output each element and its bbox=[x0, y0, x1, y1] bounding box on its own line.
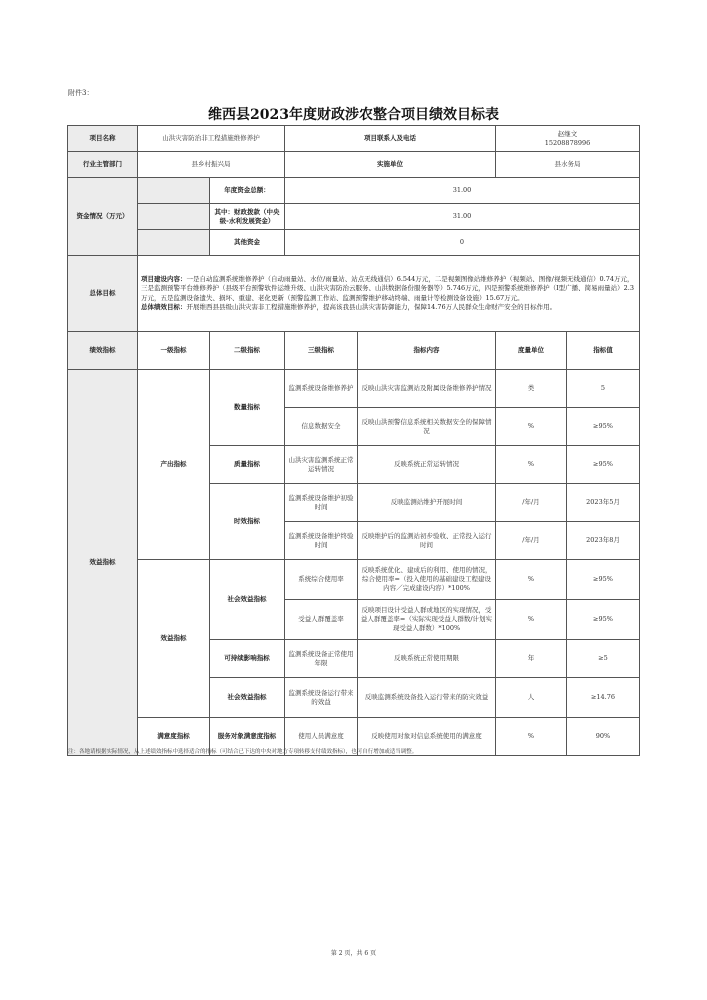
project-contact-value bbox=[496, 126, 640, 152]
header-level3: 三级指标 bbox=[285, 332, 358, 370]
table-row: 2023年5月 bbox=[567, 484, 640, 522]
table-row: 系统综合使用率 bbox=[285, 560, 358, 600]
table-row: 信息数据安全 bbox=[285, 408, 358, 446]
quantity-indicator-label: 数量指标 bbox=[210, 370, 285, 446]
table-row: 反映监测系统设备投入运行带来的防灾效益 bbox=[358, 678, 496, 718]
header-perf: 绩效指标 bbox=[68, 332, 138, 370]
table-row: 反映山洪灾害监测站及附属设备维修养护情况 bbox=[358, 370, 496, 408]
funds-spacer-2 bbox=[138, 204, 210, 230]
contact-phone: 15208878996 bbox=[544, 138, 591, 147]
table-row: 反映项目设计受益人群或地区的实现情况，受益人群覆盖率=（实际实现受益人群数/计划实现受益人群数）*100% bbox=[358, 600, 496, 640]
table-row: 反映使用对象对信息系统使用的满意度 bbox=[358, 718, 496, 756]
header-content: 指标内容 bbox=[358, 332, 496, 370]
sustain-indicator-label: 可持续影响指标 bbox=[210, 640, 285, 678]
table-row: % bbox=[496, 446, 567, 484]
funds-fiscal-label: 其中：财政拨款（中央级-水利发展资金） bbox=[210, 204, 285, 230]
footnote: 注：各地请根据实际情况，从上述绩效指标中选择适合的指标（可结合已下达的中央对地方专项转移支付绩效指标），也可自行增加或适当调整。 bbox=[68, 749, 418, 755]
table-row: 山洪灾害监测系统正常运转情况 bbox=[285, 446, 358, 484]
table-row: 反映系统优化、建成后的利用、使用的情况，综合使用率=（投入使用的基础建设工程建设内容／完成建设内容）*100% bbox=[358, 560, 496, 600]
service-satisfaction-label: 服务对象满意度指标 bbox=[210, 718, 285, 756]
unit-label: 实施单位 bbox=[285, 152, 496, 178]
funds-other-value: 0 bbox=[285, 230, 640, 256]
table-row: ≥14.76 bbox=[567, 678, 640, 718]
quality-indicator-label: 质量指标 bbox=[210, 446, 285, 484]
unit-value: 县水务局 bbox=[496, 152, 640, 178]
funds-label: 资金情况（万元） bbox=[68, 178, 138, 256]
funds-other-label: 其他资金 bbox=[210, 230, 285, 256]
table-row: /年/月 bbox=[496, 484, 567, 522]
table-row: 使用人员满意度 bbox=[285, 718, 358, 756]
time-indicator-label: 时效指标 bbox=[210, 484, 285, 560]
table-row: 监测系统设备维护初验时间 bbox=[285, 484, 358, 522]
table-row: 受益人群覆盖率 bbox=[285, 600, 358, 640]
satisfaction-indicator-label: 满意度指标 bbox=[138, 718, 210, 756]
header-unit: 度量单位 bbox=[496, 332, 567, 370]
table-row: % bbox=[496, 600, 567, 640]
output-indicator-label: 产出指标 bbox=[138, 370, 210, 560]
header-level2: 二级指标 bbox=[210, 332, 285, 370]
table-row: 反映系统正常使用期限 bbox=[358, 640, 496, 678]
table-row: /年/月 bbox=[496, 522, 567, 560]
goal-perf-heading: 总体绩效目标： bbox=[141, 302, 187, 311]
table-row: 反映山洪预警信息系统相关数据安全的保障情况 bbox=[358, 408, 496, 446]
table-row: 年 bbox=[496, 640, 567, 678]
perf-indicator-label: 效益指标 bbox=[68, 370, 138, 756]
table-row: ≥5 bbox=[567, 640, 640, 678]
table-row: 监测系统设备正常使用年限 bbox=[285, 640, 358, 678]
project-contact-label: 项目联系人及电话 bbox=[285, 126, 496, 152]
funds-fiscal-value: 31.00 bbox=[285, 204, 640, 230]
project-name-value: 山洪灾害防治非工程措施维修养护 bbox=[138, 126, 285, 152]
table-row: % bbox=[496, 560, 567, 600]
contact-name: 赵继文 bbox=[557, 129, 578, 138]
social-benefit-label-2: 社会效益指标 bbox=[210, 678, 285, 718]
page-title: 维西县2023年度财政涉农整合项目绩效目标表 bbox=[208, 107, 499, 123]
table-row: % bbox=[496, 718, 567, 756]
table-row: 人 bbox=[496, 678, 567, 718]
dept-label: 行业主管部门 bbox=[68, 152, 138, 178]
goal-perf-text: 开展维西县县级山洪灾害非工程措施维修养护，提高该我县山洪灾害防御能力，保障14.76万人民群众生命财产安全的目标作用。 bbox=[186, 302, 557, 311]
table-row: 5 bbox=[567, 370, 640, 408]
table-row: 类 bbox=[496, 370, 567, 408]
table-row: 反映系统正常运转情况 bbox=[358, 446, 496, 484]
goal-content-heading: 项目建设内容： bbox=[141, 274, 187, 283]
project-name-label: 项目名称 bbox=[68, 126, 138, 152]
performance-goal-table bbox=[67, 125, 640, 756]
funds-spacer-3 bbox=[138, 230, 210, 256]
goal-content-text: 一是自动监测系统维修养护（自动雨量站、水位/雨量站、站点无线通信）6.544万元，二是视频图像站维修养护（视频站、图像/视频无线通信）0.74万元，三是监测预警平台维修养护（县级平台预警软件运维升级、山洪灾害防治云服务、山洪数据备份服务器等）5.746万元，四是预警系统维修养护（Ⅰ型广播、简易雨量站）2.3万元，五是监测设备遗失、损坏、重建、老化更新（预警监测工作站、监测预警维护移动终端、雨量计等检测设备设施）15.67万元。 bbox=[141, 274, 635, 302]
table-row: 2023年8月 bbox=[567, 522, 640, 560]
table-row: 监测系统设备运行带来的效益 bbox=[285, 678, 358, 718]
dept-value: 县乡村振兴局 bbox=[138, 152, 285, 178]
table-row: ≥95% bbox=[567, 446, 640, 484]
table-row: % bbox=[496, 408, 567, 446]
table-row: 监测系统设备维护终验时间 bbox=[285, 522, 358, 560]
header-value: 指标值 bbox=[567, 332, 640, 370]
table-row: 90% bbox=[567, 718, 640, 756]
table-row: 监测系统设备维修养护 bbox=[285, 370, 358, 408]
table-row: ≥95% bbox=[567, 600, 640, 640]
table-row: ≥95% bbox=[567, 560, 640, 600]
table-row: 反映维护后的监测站初步验收、正常投入运行时间 bbox=[358, 522, 496, 560]
goal-label: 总体目标 bbox=[68, 256, 138, 332]
social-benefit-label: 社会效益指标 bbox=[210, 560, 285, 640]
table-row: 反映监测站维护开展时间 bbox=[358, 484, 496, 522]
table-row: ≥95% bbox=[567, 408, 640, 446]
funds-total-value: 31.00 bbox=[285, 178, 640, 204]
benefit-indicator-label: 效益指标 bbox=[138, 560, 210, 718]
page-footer: 第 2 页，共 6 页 bbox=[330, 950, 377, 957]
funds-total-label: 年度资金总额： bbox=[210, 178, 285, 204]
header-level1: 一级指标 bbox=[138, 332, 210, 370]
attachment-label: 附件3： bbox=[68, 89, 94, 97]
funds-spacer-1 bbox=[138, 178, 210, 204]
goal-content bbox=[138, 256, 640, 332]
